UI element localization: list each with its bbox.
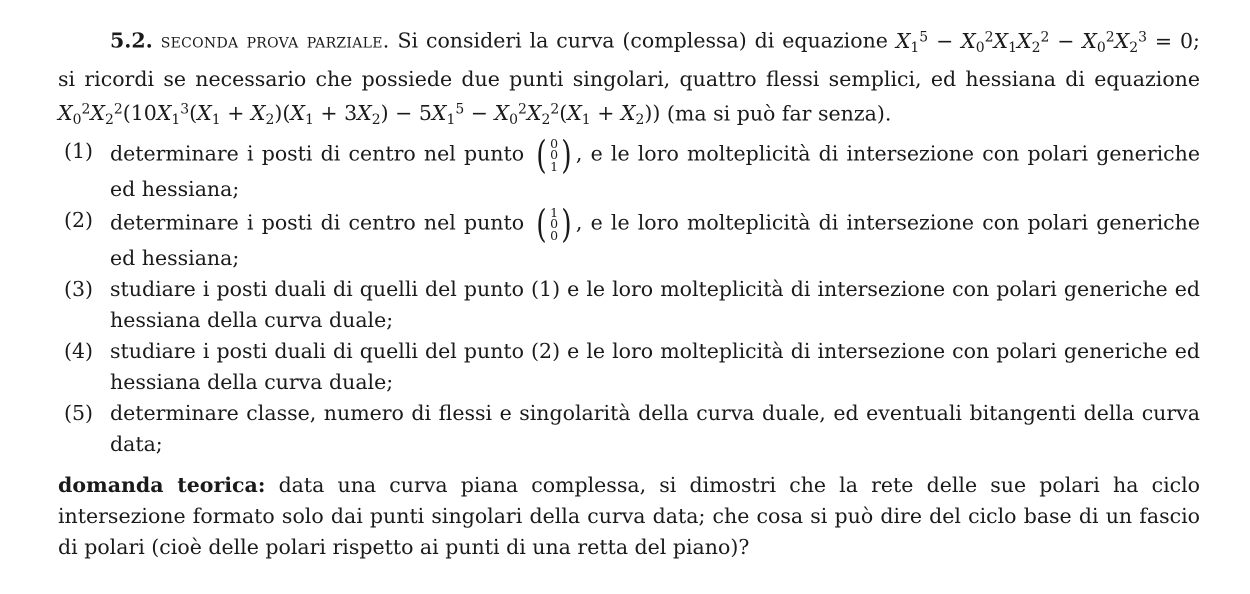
point-vector: ( 0 0 1 ) bbox=[536, 133, 572, 178]
intro-end: (ma si può far senza). bbox=[666, 101, 892, 126]
question-text-tail: , e le loro molteplicità di intersezione con polari generiche ed hessiana; bbox=[110, 210, 1200, 271]
point-vector: ( 1 0 0 ) bbox=[536, 202, 572, 247]
section-title: seconda prova parziale. bbox=[160, 28, 390, 53]
vector-entry: 0 bbox=[550, 147, 559, 163]
question-list bbox=[58, 133, 1200, 460]
vector-entry: 1 bbox=[550, 204, 559, 220]
question-number: (2) bbox=[64, 208, 94, 233]
intro-middle: ; si ricordi se necessario che possiede due punti singolari, quattro flessi semplici, ed hessiana di equazione bbox=[58, 28, 1200, 91]
vector-entry: 0 bbox=[550, 227, 559, 243]
theory-label: domanda teorica: bbox=[58, 473, 266, 498]
question-text: determinare classe, numero di flessi e singolarità della curva duale, ed eventuali bitangenti della curva data; bbox=[110, 401, 1200, 457]
curve-equation: $X_1^5 - X_0^2X_1X_2^2 - X_0^2X_2^3 = 0$ bbox=[895, 28, 1193, 56]
question-text: determinare i posti di centro nel punto bbox=[110, 141, 525, 166]
question-number: (3) bbox=[64, 277, 94, 302]
question-text-tail: , e le loro molteplicità di intersezione con polari generiche ed hessiana; bbox=[110, 141, 1200, 202]
theory-text: data una curva piana complessa, si dimostri che la rete delle sue polari ha ciclo intersezione formato solo dai punti singolari della curva data; che cosa si può dire del ciclo base di un fascio di polari (cioè delle polari rispetto ai punti di una retta del piano)? bbox=[58, 473, 1200, 560]
question-item-5 bbox=[58, 398, 1200, 460]
theory-question bbox=[58, 470, 1200, 563]
question-item-4 bbox=[58, 336, 1200, 398]
question-text: studiare i posti duali di quelli del punto (2) e le loro molteplicità di intersezione con polari generiche ed hessiana della curva duale; bbox=[110, 339, 1200, 395]
question-text: determinare i posti di centro nel punto bbox=[110, 210, 525, 235]
exercise-page bbox=[58, 22, 1200, 584]
question-item-3 bbox=[58, 274, 1200, 336]
question-item-2 bbox=[58, 202, 1200, 274]
question-item-1 bbox=[58, 133, 1200, 205]
hessian-equation: $X_0^2X_2^2(10X_1^3(X_1 + X_2)(X_1 + 3X_2) - 5X_1^5 - X_0^2X_2^2(X_1 + X_2))$ bbox=[58, 101, 661, 129]
vector-entry: 0 bbox=[550, 135, 559, 151]
question-text: studiare i posti duali di quelli del punto (1) e le loro molteplicità di intersezione con polari generiche ed hessiana della curva duale; bbox=[110, 277, 1200, 333]
section-number: 5.2. bbox=[110, 28, 153, 53]
vector-entry: 1 bbox=[550, 158, 559, 174]
question-number: (5) bbox=[64, 401, 94, 426]
intro-text: Si consideri la curva (complessa) di equazione bbox=[397, 28, 888, 53]
question-number: (4) bbox=[64, 339, 94, 364]
vector-entry: 0 bbox=[550, 216, 559, 232]
exercise-intro bbox=[58, 22, 1200, 136]
question-number: (1) bbox=[64, 139, 94, 164]
